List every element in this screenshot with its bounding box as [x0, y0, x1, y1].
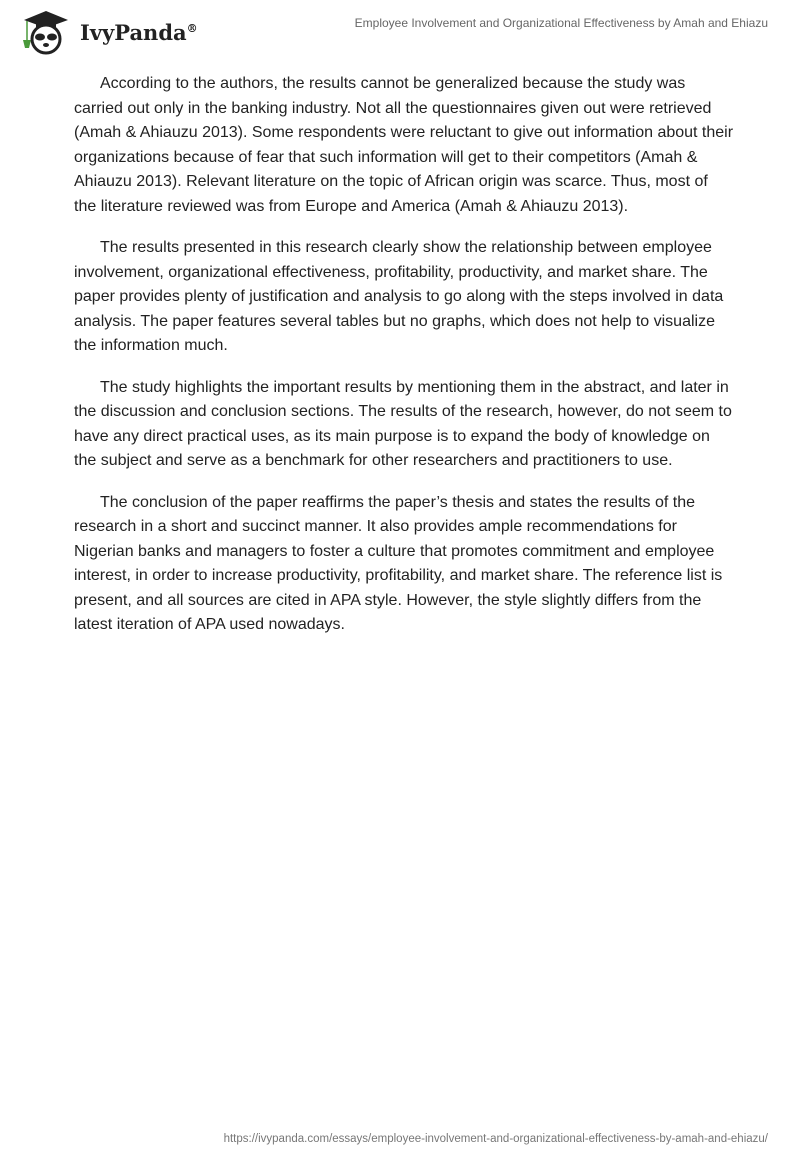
paragraph: According to the authors, the results cannot be generalized because the study was carried out only in the banking industry. Not all the questionnaires given out were retrieved (Amah & Ahiauzu 2013). Some respondents were reluctant to give out information about their organizations because of fear that such information will get to their competitors (Amah & Ahiauzu 2013). Relevant literature on the topic of African origin was scarce. Thus, most of the literature reviewed was from Europe and America (Amah & Ahiauzu 2013).: [74, 75, 734, 215]
footer-url[interactable]: https://ivypanda.com/essays/employee-involvement-and-organizational-effectiveness-by-amah-and-ehiazu/: [223, 1133, 768, 1145]
logo[interactable]: [18, 8, 198, 56]
paragraph: The results presented in this research clearly show the relationship between employee involvement, organizational effectiveness, profitability, productivity, and market share. The paper provides plenty of justification and analysis to go along with the steps involved in data analysis. The paper features several tables but no graphs, which does not help to visualize the information much.: [74, 239, 724, 354]
essay-body: [74, 72, 734, 655]
brand-name: IvyPanda®: [80, 19, 198, 45]
paragraph: The conclusion of the paper reaffirms the paper’s thesis and states the results of the research in a short and succinct manner. It also provides ample recommendations for Nigerian banks and managers to foster a culture that promotes commitment and employee interest, in order to increase productivity, profitability, and market share. The reference list is present, and all sources are cited in APA style. However, the style slightly differs from the latest iteration of APA used nowadays.: [74, 493, 723, 633]
paragraph: The study highlights the important results by mentioning them in the abstract, and later in the discussion and conclusion sections. The results of the research, however, do not seem to have any direct practical uses, as its main purpose is to expand the body of knowledge on the subject and serve as a benchmark for other researchers and practitioners to use.: [74, 378, 732, 469]
panda-logo-icon: [18, 8, 74, 56]
document-title: Employee Involvement and Organizational Effectiveness by Amah and Ehiazu: [354, 16, 768, 30]
